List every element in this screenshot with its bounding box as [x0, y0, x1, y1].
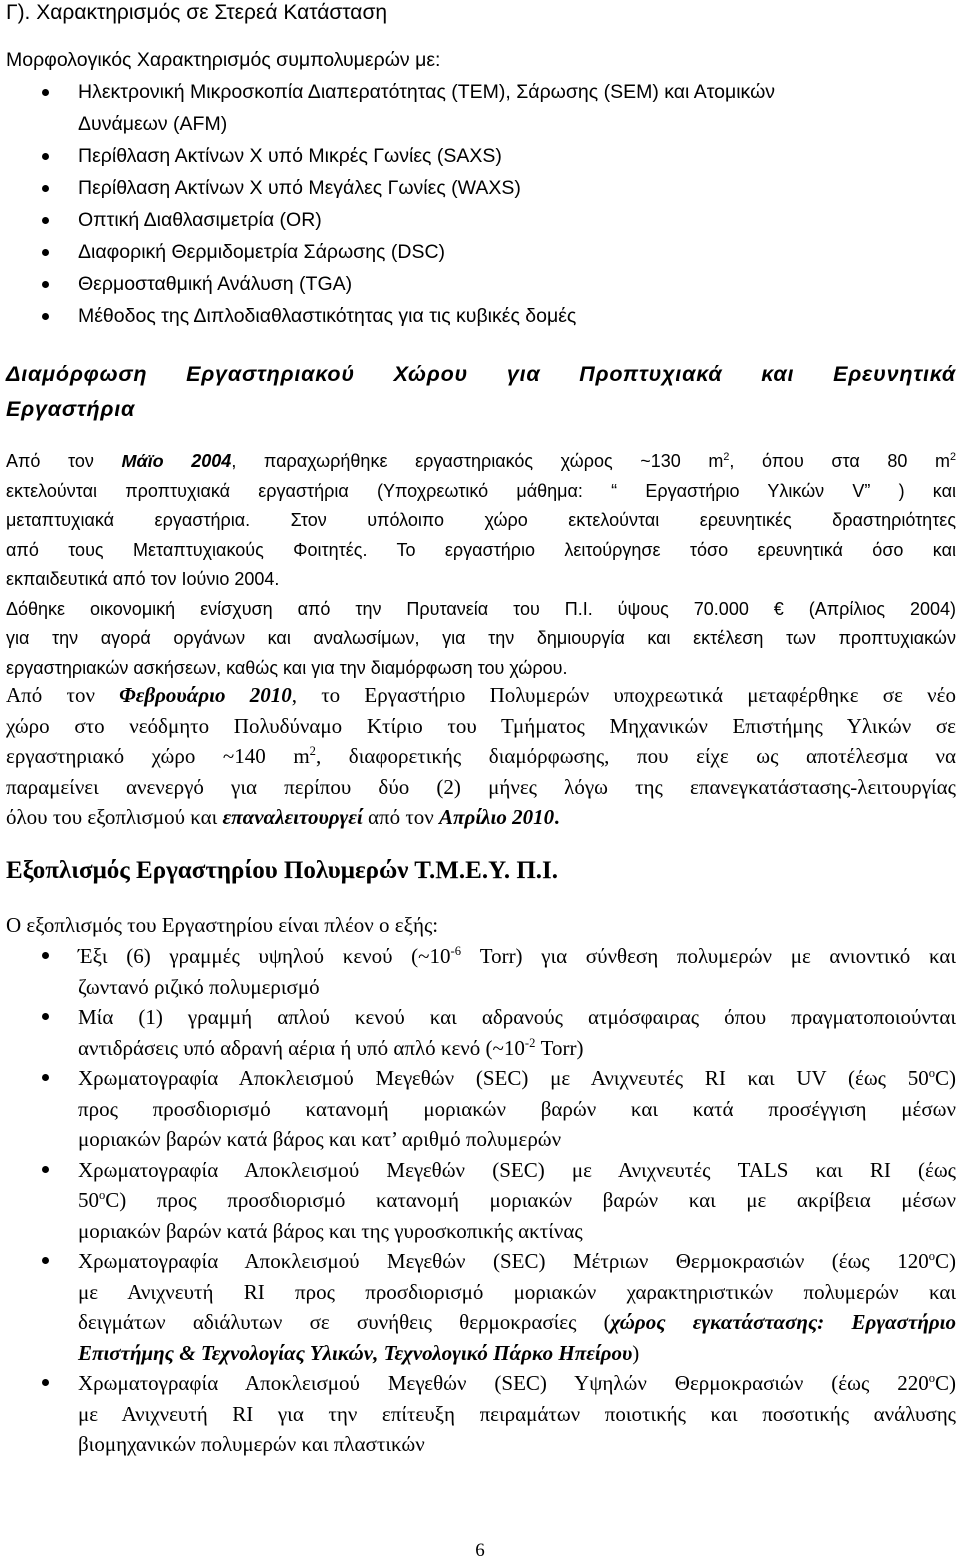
- bullet-icon: [42, 1166, 49, 1173]
- list-item: Θερμοσταθμική Ανάλυση (TGA): [0, 272, 960, 304]
- bullet-icon: [42, 1257, 49, 1264]
- bullet-icon: [42, 313, 49, 320]
- bullet-icon: [42, 185, 49, 192]
- list-item: Περίθλαση Ακτίνων Χ υπό Μεγάλες Γωνίες (WAXS): [0, 176, 960, 208]
- text-line: εργαστηριακό χώρο ~140 $m^2$, διαφορετικής διαμόρφωσης, που είχε ως αποτέλεσμα να: [6, 744, 956, 768]
- list-item: Διαφορική Θερμιδομετρία Σάρωσης (DSC): [0, 240, 960, 272]
- bullet-icon: [42, 217, 49, 224]
- text-line: Από τον Μάϊο 2004, παραχωρήθηκε εργαστηριακός χώρος ~130 $m^2$, όπου στα 80 $m^2$: [6, 451, 957, 471]
- bullet-icon: [42, 249, 49, 256]
- bullet-icon: [42, 89, 49, 96]
- page-number: 6: [475, 1540, 485, 1561]
- move-paragraph: [6, 680, 956, 833]
- text-line: εργαστηριακών ασκήσεων, καθώς και για την διαμόρφωση του χώρου.: [6, 657, 568, 678]
- text-line: Δόθηκε οικονομική ενίσχυση από την Πρυτανεία του Π.Ι. ύψους 70.000 € (Απρίλιος 2004): [6, 598, 956, 619]
- text-line: παραμείνει ανενεργό για περίπου δύο (2) μήνες λόγω της επανεγκατάστασης-λειτουργίας: [6, 774, 956, 799]
- text-line: εκτελούνται προπτυχιακά εργαστήρια (Υποχρεωτικό μάθημα: “ Εργαστήριο Υλικών V” ) και: [6, 480, 956, 501]
- text-line: από τους Μεταπτυχιακούς Φοιτητές. Το εργαστήριο λειτούργησε τόσο ερευνητικά όσο και: [6, 539, 956, 560]
- list-item: Χρωματογραφία Αποκλεισμού Μεγεθών (SEC) με Ανιχνευτές RI και UV (έως 50$^o$C) προς προσδιορισμό κατανομή μοριακών βαρών και κατά προσέγγιση μέσων μοριακών βαρών κατά βάρος και κατ’ αριθμό πολυμερών: [0, 1063, 960, 1155]
- equipment-heading: Εξοπλισμός Εργαστηρίου Πολυμερών Τ.Μ.Ε.Υ. Π.Ι.: [6, 857, 559, 884]
- text-line: εκπαιδευτικά από τον Ιούνιο 2004.: [6, 569, 280, 589]
- list-item: Περίθλαση Ακτίνων Χ υπό Μικρές Γωνίες (SAXS): [0, 144, 960, 176]
- list-item: Οπτική Διαθλασιμετρία (OR): [0, 208, 960, 240]
- lab-heading-line1: Διαμόρφωση Εργαστηριακού Χώρου για Προπτυχιακά και Ερευνητικά: [6, 362, 956, 386]
- equipment-list: [0, 941, 960, 1460]
- list-item: Χρωματογραφία Αποκλεισμού Μεγεθών (SEC) με Ανιχνευτές TALS και RI (έως 50$^o$C) προς προσδιορισμό κατανομή μοριακών βαρών και με ακρίβεια μέσων μοριακών βαρών κατά βάρος και της γυροσκοπικής ακτίνας: [0, 1155, 960, 1247]
- text-line: Από τον Φεβρουάριο 2010, το Εργαστήριο Πολυμερών υποχρεωτικά μεταφέρθηκε σε νέο: [6, 683, 956, 707]
- list-item: Ηλεκτρονική Μικροσκοπία Διαπερατότητας (TEM), Σάρωσης (SEM) και Ατομικών Δυνάμεων (AFM): [0, 80, 960, 144]
- bullet-icon: [42, 1074, 49, 1081]
- list-item: Έξι (6) γραμμές υψηλού κενού ($\sim 10^{-6}$ Torr) για σύνθεση πολυμερών με ανιοντικό και ζωντανό ριζικό πολυμερισμό: [0, 941, 960, 1002]
- text-line: χώρο στο νεόδμητο Πολυδύναμο Κτίριο του Τμήματος Μηχανικών Επιστήμης Υλικών σε: [6, 713, 956, 738]
- text-line: για την αγορά οργάνων και αναλωσίμων, για την δημιουργία και εκτέλεση των προπτυχιακών: [6, 628, 956, 648]
- bullet-icon: [42, 1013, 49, 1020]
- bullet-icon: [42, 952, 49, 959]
- text-line: όλου του εξοπλισμού και επαναλειτουργεί από τον Απρίλιο 2010.: [6, 805, 560, 829]
- section-title: Γ). Χαρακτηρισμός σε Στερεά Κατάσταση: [6, 1, 388, 24]
- morphology-intro: Μορφολογικός Χαρακτηρισμός συμπολυμερών με:: [6, 49, 441, 71]
- characterization-methods-list: [0, 80, 960, 336]
- lab-heading-line2: Εργαστήρια: [6, 397, 136, 421]
- list-item: Χρωματογραφία Αποκλεισμού Μεγεθών (SEC) Υψηλών Θερμοκρασιών (έως 220$^o$C) με Ανιχνευτή RI για την επίτευξη πειραμάτων ποιοτικής και ποσοτικής ανάλυσης βιομηχανικών πολυμερών και πλαστικών: [0, 1368, 960, 1460]
- text-line: μεταπτυχιακά εργαστήρια. Στον υπόλοιπο χώρο εκτελούνται ερευνητικές δραστηριότητες: [6, 510, 956, 530]
- list-item: Μέθοδος της Διπλοδιαθλαστικότητας για τις κυβικές δομές: [0, 304, 960, 336]
- bullet-icon: [42, 153, 49, 160]
- bullet-icon: [42, 281, 49, 288]
- equipment-intro: Ο εξοπλισμός του Εργαστηρίου είναι πλέον ο εξής:: [6, 913, 439, 937]
- bullet-icon: [42, 1379, 49, 1386]
- list-item: Χρωματογραφία Αποκλεισμού Μεγεθών (SEC) Μέτριων Θερμοκρασιών (έως 120$^o$C) με Ανιχνευτή RI προς προσδιορισμό μοριακών χαρακτηριστικών πολυμερών και δειγμάτων αδιάλυτων σε συνήθεις θερμοκρασίες (χώρος εγκατάστασης: Εργαστήριο Επιστήμης & Τεχνολογίας Υλικών, Τεχνολογικό Πάρκο Ηπείρου): [0, 1246, 960, 1368]
- lab-paragraph: [6, 446, 956, 682]
- list-item: Μία (1) γραμμή απλού κενού και αδρανούς ατμόσφαιρας όπου πραγματοποιούνται αντιδράσεις υπό αδρανή αέρια ή υπό απλό κενό ($\sim 10^{-2}$ Torr): [0, 1002, 960, 1063]
